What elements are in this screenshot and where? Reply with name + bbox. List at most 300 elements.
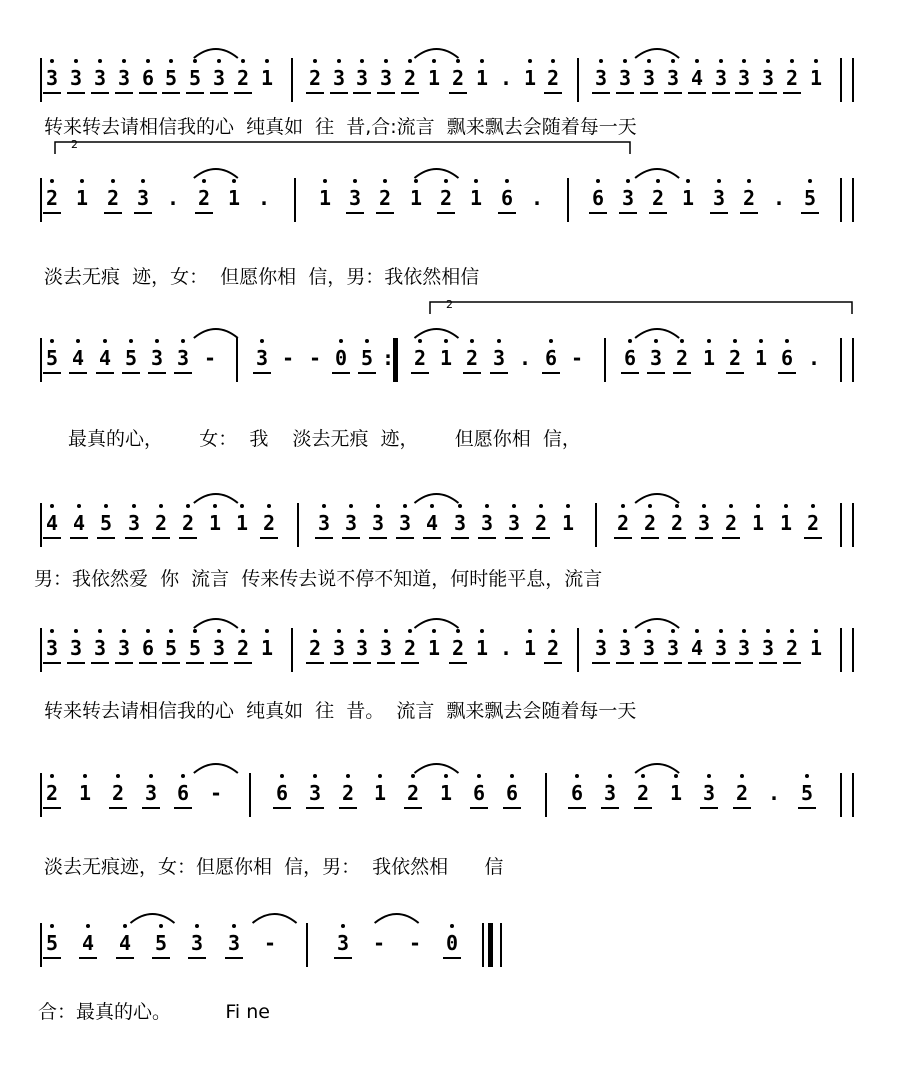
note: 3 <box>93 68 107 88</box>
octave-dot <box>444 179 448 183</box>
note: 4 <box>425 513 439 533</box>
underline <box>463 372 481 374</box>
octave-dot <box>129 339 133 343</box>
octave-dot <box>742 629 746 633</box>
underline <box>43 212 61 214</box>
notes-line <box>0 485 898 545</box>
underline <box>542 372 560 374</box>
dash: - <box>209 781 223 805</box>
octave-dot <box>480 629 484 633</box>
underline <box>306 662 324 664</box>
volta-bracket <box>0 292 898 352</box>
underline <box>592 92 610 94</box>
octave-dot <box>169 59 173 63</box>
dash: - <box>570 346 584 370</box>
octave-dot <box>528 629 532 633</box>
underline <box>544 662 562 664</box>
octave-dot <box>444 339 448 343</box>
underline <box>411 372 429 374</box>
slur <box>414 764 458 773</box>
note: 6 <box>780 348 794 368</box>
notes-line <box>0 40 898 100</box>
slur <box>414 619 458 628</box>
underline <box>195 212 213 214</box>
octave-dot <box>707 774 711 778</box>
slur <box>194 494 238 503</box>
slur <box>194 49 238 58</box>
note: 2 <box>106 188 120 208</box>
barline <box>291 58 293 102</box>
octave-dot <box>497 339 501 343</box>
note: 1 <box>373 783 387 803</box>
note: 6 <box>591 188 605 208</box>
note: 1 <box>75 188 89 208</box>
underline <box>404 807 422 809</box>
octave-dot <box>349 504 353 508</box>
note: 3 <box>212 68 226 88</box>
note: 3 <box>348 188 362 208</box>
octave-dot <box>485 504 489 508</box>
dot: . <box>518 346 532 370</box>
underline <box>621 372 639 374</box>
octave-dot <box>337 629 341 633</box>
octave-dot <box>675 504 679 508</box>
note: 2 <box>262 513 276 533</box>
octave-dot <box>213 504 217 508</box>
underline <box>139 662 157 664</box>
octave-dot <box>195 924 199 928</box>
octave-dot <box>814 629 818 633</box>
note: 3 <box>45 638 59 658</box>
note: 3 <box>507 513 521 533</box>
octave-dot <box>98 59 102 63</box>
underline <box>116 957 134 959</box>
octave-dot <box>408 59 412 63</box>
note: 3 <box>344 513 358 533</box>
slur <box>194 329 238 338</box>
note: 1 <box>427 638 441 658</box>
underline <box>43 957 61 959</box>
note: 2 <box>806 513 820 533</box>
barline <box>604 338 606 382</box>
note: 2 <box>236 68 250 88</box>
note: 1 <box>779 513 793 533</box>
note: 2 <box>45 188 59 208</box>
barline <box>852 338 854 382</box>
note: 3 <box>379 68 393 88</box>
underline <box>174 807 192 809</box>
underline <box>641 537 659 539</box>
octave-dot <box>186 504 190 508</box>
note: 2 <box>735 783 749 803</box>
note: 1 <box>475 68 489 88</box>
octave-dot <box>641 774 645 778</box>
octave-dot <box>146 59 150 63</box>
octave-dot <box>50 629 54 633</box>
note: 2 <box>181 513 195 533</box>
underline <box>273 807 291 809</box>
note: 3 <box>69 68 83 88</box>
octave-dot <box>384 59 388 63</box>
note: 2 <box>406 783 420 803</box>
slur <box>194 169 238 178</box>
note: 5 <box>154 933 168 953</box>
note: 1 <box>681 188 695 208</box>
underline <box>332 372 350 374</box>
octave-dot <box>353 179 357 183</box>
note: 2 <box>616 513 630 533</box>
note: 3 <box>737 68 751 88</box>
octave-dot <box>155 339 159 343</box>
barline <box>840 338 842 382</box>
dash: - <box>408 931 422 955</box>
octave-dot <box>146 629 150 633</box>
octave-dot <box>313 774 317 778</box>
octave-dot <box>551 629 555 633</box>
note: 3 <box>93 638 107 658</box>
note: 3 <box>621 188 635 208</box>
underline <box>315 537 333 539</box>
note: 3 <box>212 638 226 658</box>
underline <box>162 662 180 664</box>
barline <box>577 58 579 102</box>
lyric-line: 最真的心， 女： 我 淡去无痕 迹， 但愿你相 信， <box>68 428 581 450</box>
underline <box>735 92 753 94</box>
octave-dot <box>408 629 412 633</box>
note: 2 <box>341 783 355 803</box>
note: 5 <box>164 68 178 88</box>
note: 3 <box>355 638 369 658</box>
octave-dot <box>680 339 684 343</box>
note: 3 <box>737 638 751 658</box>
octave-dot <box>360 629 364 633</box>
barline <box>40 58 42 102</box>
underline <box>330 662 348 664</box>
octave-dot <box>132 504 136 508</box>
octave-dot <box>50 179 54 183</box>
underline <box>96 372 114 374</box>
slur <box>635 619 679 628</box>
note: 1 <box>475 638 489 658</box>
note: 6 <box>472 783 486 803</box>
note: 5 <box>164 638 178 658</box>
note: 3 <box>308 783 322 803</box>
octave-dot <box>241 629 245 633</box>
underline <box>334 957 352 959</box>
octave-dot <box>383 179 387 183</box>
underline <box>712 92 730 94</box>
octave-dot <box>742 59 746 63</box>
underline <box>377 662 395 664</box>
slur <box>635 494 679 503</box>
octave-dot <box>756 504 760 508</box>
underline <box>179 537 197 539</box>
note: 3 <box>355 68 369 88</box>
octave-dot <box>733 339 737 343</box>
underline <box>104 212 122 214</box>
slur <box>635 329 679 338</box>
dot: . <box>499 66 513 90</box>
octave-dot <box>575 774 579 778</box>
octave-dot <box>232 924 236 928</box>
underline <box>783 662 801 664</box>
note: 2 <box>465 348 479 368</box>
octave-dot <box>313 629 317 633</box>
note: 2 <box>45 783 59 803</box>
octave-dot <box>628 339 632 343</box>
octave-dot <box>790 629 794 633</box>
octave-dot <box>599 59 603 63</box>
octave-dot <box>111 179 115 183</box>
octave-dot <box>376 504 380 508</box>
note: 3 <box>642 68 656 88</box>
note: 1 <box>523 638 537 658</box>
underline <box>740 212 758 214</box>
underline <box>668 537 686 539</box>
volta-label: 2 <box>71 138 78 151</box>
octave-dot <box>674 774 678 778</box>
slur <box>194 764 238 773</box>
dash: - <box>308 346 322 370</box>
underline <box>369 537 387 539</box>
underline <box>778 372 796 374</box>
dash: - <box>372 931 386 955</box>
underline <box>664 92 682 94</box>
octave-dot <box>122 629 126 633</box>
slur <box>414 169 458 178</box>
barline <box>840 58 842 102</box>
underline <box>647 372 665 374</box>
octave-dot <box>551 59 555 63</box>
octave-dot <box>596 179 600 183</box>
octave-dot <box>505 179 509 183</box>
octave-dot <box>766 59 770 63</box>
lyric-line: 淡去无痕 迹，女： 但愿你相 信，男：我依然相信 <box>44 266 480 288</box>
underline <box>162 92 180 94</box>
underline <box>330 92 348 94</box>
octave-dot <box>341 924 345 928</box>
notes-line <box>0 298 898 380</box>
note: 3 <box>666 68 680 88</box>
note: 3 <box>144 783 158 803</box>
barline <box>488 923 493 967</box>
note: 1 <box>409 188 423 208</box>
note: 1 <box>561 513 575 533</box>
octave-dot <box>241 59 245 63</box>
underline <box>125 537 143 539</box>
octave-dot <box>181 339 185 343</box>
volta-bracket <box>0 132 898 192</box>
underline <box>592 662 610 664</box>
underline <box>346 212 364 214</box>
note: 2 <box>785 68 799 88</box>
octave-dot <box>232 179 236 183</box>
underline <box>342 537 360 539</box>
underline <box>712 662 730 664</box>
octave-dot <box>50 339 54 343</box>
dot: . <box>530 186 544 210</box>
note: 1 <box>809 68 823 88</box>
underline <box>710 212 728 214</box>
slur <box>375 914 419 923</box>
underline <box>70 537 88 539</box>
octave-dot <box>337 59 341 63</box>
note: 0 <box>445 933 459 953</box>
underline <box>801 212 819 214</box>
barline <box>545 773 547 817</box>
note: 1 <box>227 188 241 208</box>
octave-dot <box>549 339 553 343</box>
note: 3 <box>332 68 346 88</box>
note: 3 <box>69 638 83 658</box>
underline <box>79 957 97 959</box>
underline <box>43 807 61 809</box>
underline <box>109 807 127 809</box>
note: 6 <box>500 188 514 208</box>
octave-dot <box>539 504 543 508</box>
note: 4 <box>98 348 112 368</box>
underline <box>532 537 550 539</box>
octave-dot <box>430 504 434 508</box>
barline <box>852 178 854 222</box>
octave-dot <box>510 774 514 778</box>
octave-dot <box>759 339 763 343</box>
octave-dot <box>790 59 794 63</box>
note: 2 <box>546 68 560 88</box>
octave-dot <box>805 774 809 778</box>
notes-line <box>0 138 898 220</box>
underline <box>174 372 192 374</box>
dash: - <box>263 931 277 955</box>
octave-dot <box>707 339 711 343</box>
octave-dot <box>695 629 699 633</box>
underline <box>589 212 607 214</box>
underline <box>735 662 753 664</box>
underline <box>115 662 133 664</box>
underline <box>396 537 414 539</box>
note: 2 <box>378 188 392 208</box>
note: 0 <box>334 348 348 368</box>
octave-dot <box>77 504 81 508</box>
note: 2 <box>534 513 548 533</box>
note: 3 <box>336 933 350 953</box>
underline <box>225 957 243 959</box>
underline <box>260 537 278 539</box>
volta-label: 2 <box>446 298 453 311</box>
underline <box>616 662 634 664</box>
octave-dot <box>260 339 264 343</box>
octave-dot <box>265 629 269 633</box>
octave-dot <box>384 629 388 633</box>
note: 3 <box>480 513 494 533</box>
note: 6 <box>505 783 519 803</box>
octave-dot <box>159 504 163 508</box>
barline <box>567 178 569 222</box>
underline <box>437 212 455 214</box>
note: 2 <box>636 783 650 803</box>
octave-dot <box>193 629 197 633</box>
slur <box>414 49 458 58</box>
note: 2 <box>675 348 689 368</box>
barline <box>40 628 42 672</box>
underline <box>568 807 586 809</box>
underline <box>616 92 634 94</box>
note: 1 <box>260 638 274 658</box>
note: 3 <box>618 638 632 658</box>
barline <box>840 503 842 547</box>
slur <box>130 914 174 923</box>
note: 3 <box>227 933 241 953</box>
note: 2 <box>439 188 453 208</box>
dot: . <box>257 186 271 210</box>
octave-dot <box>414 179 418 183</box>
lyric-line: 转来转去请相信我的心 纯真如 往 昔,合:流言 飘来飘去会随着每一天 <box>44 116 637 138</box>
octave-dot <box>339 339 343 343</box>
octave-dot <box>444 774 448 778</box>
note: 6 <box>141 638 155 658</box>
note: 3 <box>117 68 131 88</box>
barline <box>577 628 579 672</box>
underline <box>673 372 691 374</box>
underline <box>783 92 801 94</box>
underline <box>339 807 357 809</box>
octave-dot <box>313 59 317 63</box>
note: 2 <box>451 638 465 658</box>
octave-dot <box>181 774 185 778</box>
note: 1 <box>669 783 683 803</box>
octave-dot <box>322 504 326 508</box>
barline <box>236 338 238 382</box>
underline <box>186 662 204 664</box>
underline <box>451 537 469 539</box>
slur <box>253 914 297 923</box>
octave-dot <box>654 339 658 343</box>
barline <box>852 503 854 547</box>
underline <box>664 662 682 664</box>
barline <box>297 503 299 547</box>
notes-line <box>0 905 898 965</box>
underline <box>353 92 371 94</box>
octave-dot <box>202 179 206 183</box>
note: 2 <box>403 638 417 658</box>
note: 2 <box>111 783 125 803</box>
octave-dot <box>411 774 415 778</box>
dot: . <box>807 346 821 370</box>
octave-dot <box>702 504 706 508</box>
barline <box>840 178 842 222</box>
underline <box>544 92 562 94</box>
note: 6 <box>544 348 558 368</box>
underline <box>503 807 521 809</box>
underline <box>601 807 619 809</box>
barline <box>852 628 854 672</box>
note: 2 <box>728 348 742 368</box>
octave-dot <box>141 179 145 183</box>
underline <box>733 807 751 809</box>
note: 3 <box>761 638 775 658</box>
note: 3 <box>332 638 346 658</box>
slur <box>414 494 458 503</box>
octave-dot <box>647 629 651 633</box>
note: 3 <box>697 513 711 533</box>
note: 3 <box>127 513 141 533</box>
note: 1 <box>439 348 453 368</box>
underline <box>122 372 140 374</box>
octave-dot <box>240 504 244 508</box>
note: 3 <box>594 68 608 88</box>
dot: . <box>499 636 513 660</box>
octave-dot <box>98 629 102 633</box>
